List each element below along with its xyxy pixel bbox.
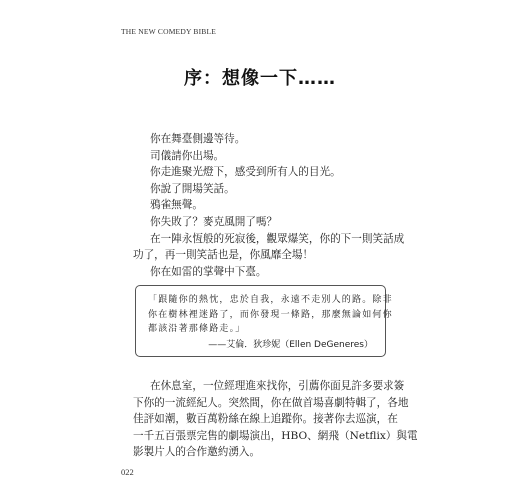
running-head: THE NEW COMEDY BIBLE <box>121 27 217 36</box>
paragraph-line: 下你的一流經紀人。突然間，你在做首場喜劇特輯了，各地 <box>133 396 409 409</box>
quote-line: 都該沿著那條路走。」 <box>148 324 246 335</box>
paragraph-line: 在一陣永恆般的死寂後，觀眾爆笑，你的下一則笑話成 <box>150 232 405 245</box>
paragraph-line: 功了，再一則笑話也是，你風靡全場！ <box>133 249 314 262</box>
paragraph-line: 一千五百張票完售的劇場演出，HBO、網飛（Netflix）與電 <box>133 429 418 442</box>
quote-box <box>135 285 393 357</box>
quote-line: 你在樹林裡迷路了，而你發現一條路，那麼無論如何你 <box>148 309 393 320</box>
paragraph-line: 你走進聚光燈下，感受到所有人的目光。 <box>150 166 341 179</box>
quote-attribution: ——艾倫．狄珍妮（Ellen DeGeneres） <box>208 340 373 350</box>
chapter-title: 序：想像一下…… <box>184 68 336 89</box>
quote-line: 「跟隨你的熱忱，忠於自我，永遠不走別人的路。除非 <box>148 295 393 305</box>
body-text-block-2 <box>133 378 418 461</box>
paragraph-line: 鴉雀無聲。 <box>150 199 203 212</box>
paragraph-line: 佳評如潮，數百萬粉絲在線上追蹤你。接著你去巡演，在 <box>133 413 398 426</box>
body-text-block-1 <box>133 131 405 280</box>
paragraph-line: 你說了開場笑話。 <box>150 182 235 195</box>
paragraph-line: 影製片人的合作邀約湧入。 <box>133 446 261 459</box>
paragraph-line: 你失敗了？麥克風開了嗎？ <box>150 215 278 228</box>
page-number: 022 <box>121 467 134 477</box>
paragraph-line: 在休息室，一位經理進來找你，引薦你面見許多要求簽 <box>150 380 405 392</box>
paragraph-line: 你在舞臺側邊等待。 <box>150 133 246 145</box>
paragraph-line: 司儀請你出場。 <box>150 149 225 162</box>
paragraph-line: 你在如雷的掌聲中下臺。 <box>150 265 267 278</box>
